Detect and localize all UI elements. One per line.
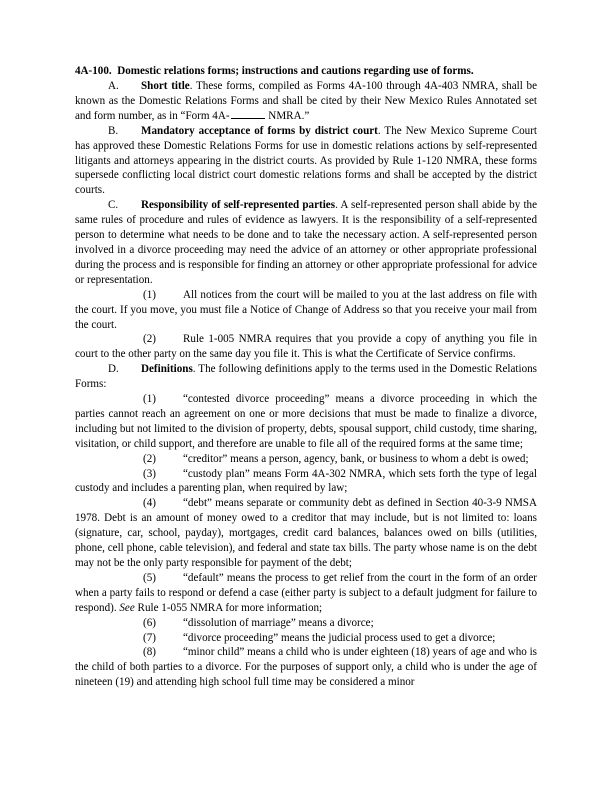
section-a-body-after-blank: NMRA.” (265, 109, 310, 122)
definition-2-number: (2) (143, 452, 156, 465)
definition-8 (75, 645, 537, 690)
definition-6-text: “dissolution of marriage” means a divorce; (183, 616, 374, 629)
page-title (75, 64, 537, 79)
definition-1-text: “contested divorce proceeding” means a divorce proceeding in which the parties cannot reach an agreement on one or more decisions that must be made to finalize a divorce, including but not limited to the division of property, debts, spousal support, child custody, time sharing, visitation, or child support, and therefore are unable to file all of the required forms at the same time; (75, 393, 537, 450)
definition-3-number: (3) (143, 467, 156, 480)
section-b (75, 124, 537, 199)
definition-7 (75, 631, 537, 646)
section-a (75, 79, 537, 124)
section-a-heading: Short title (141, 79, 190, 92)
section-b-letter: B. (108, 124, 119, 137)
section-c-body: . A self-represented person shall abide by the same rules of procedure and rules of evidence as lawyers. It is the responsibility of a self-represented person to determine what needs to be done and to take the necessary action. A self-represented person involved in a divorce proceeding may need the advice of an attorney or other appropriate professional during the process and is responsible for finding an attorney or other appropriate professional for advice or representation. (75, 199, 538, 286)
definition-1 (75, 392, 537, 452)
definition-4-number: (4) (143, 497, 156, 510)
definition-5-number: (5) (143, 571, 156, 584)
section-d-letter: D. (108, 363, 119, 376)
form-number-blank[interactable] (231, 109, 265, 119)
section-c-item-2-text: Rule 1-005 NMRA requires that you provide a copy of anything you file in court to the other party on the same day you file it. This is what the Certificate of Service confirms. (75, 333, 537, 361)
section-d-body: . The following definitions apply to the terms used in the Domestic Relations Forms: (75, 363, 537, 391)
definition-5-text-before-citation: “default” means the process to get relief from the court in the form of an order when a party fails to respond or defend a case (either party is subject to a default judgment for failure to respond). (75, 571, 537, 614)
definition-1-number: (1) (143, 393, 156, 406)
definition-8-text: “minor child” means a child who is under eighteen (18) years of age and who is the child of both parties to a divorce. For the purposes of support only, a child who is under the age of nineteen (19) and attending high school full time may be considered a minor (75, 646, 537, 689)
definition-3-text: “custody plan” means Form 4A-302 NMRA, which sets forth the type of legal custody and includes a parenting plan, when required by law; (75, 467, 537, 495)
section-d (75, 362, 537, 392)
section-c (75, 198, 537, 287)
definition-8-number: (8) (143, 646, 156, 659)
definition-7-text: “divorce proceeding” means the judicial process used to get a divorce; (183, 631, 496, 644)
section-a-letter: A. (108, 79, 119, 92)
definition-4-text: “debt” means separate or community debt as defined in Section 40-3-9 NMSA 1978. Debt is an amount of money owed to a creditor that may include, but is not limited to: loans (signature, car, school, payday), mortgages, credit card balances, balances owed on bills (utilities, phone, cell phone, cable television), and federal and state tax bills. The party whose name is on the debt may not be the only party responsible for payment of the debt; (75, 497, 537, 569)
section-a-body-before-blank: . These forms, compiled as Forms 4A-100 through 4A-403 NMRA, shall be known as the Domestic Relations Forms and shall be cited by their New Mexico Rules Annotated set and form number, as in “Form 4A- (75, 79, 537, 122)
definition-5-see-citation: See (119, 601, 135, 614)
title-number: 4A-100. (75, 65, 112, 77)
definition-6-number: (6) (143, 616, 156, 629)
section-c-heading: Responsibility of self-represented parties (141, 199, 336, 212)
definition-2-text: “creditor” means a person, agency, bank, or business to whom a debt is owed; (183, 452, 529, 465)
section-c-item-1 (75, 288, 537, 333)
section-c-item-1-number: (1) (143, 288, 156, 301)
definition-3 (75, 467, 537, 497)
definition-6 (75, 616, 537, 631)
section-c-letter: C. (108, 199, 119, 212)
definition-4 (75, 496, 537, 571)
section-c-item-2-number: (2) (143, 333, 156, 346)
definition-2 (75, 452, 537, 467)
section-b-body: . The New Mexico Supreme Court has approved these Domestic Relations Forms for use in domestic relations actions by self-represented litigants and attorneys appearing in the district courts. As provided by Rule 1-120 NMRA, these forms supersede conflicting local district court domestic relations forms and shall be accepted by the district courts. (75, 124, 537, 197)
section-b-heading: Mandatory acceptance of forms by district court (141, 124, 378, 137)
definition-5-text-after-citation: Rule 1-055 NMRA for more information; (134, 601, 323, 614)
document-body (75, 64, 537, 690)
section-c-item-1-text: All notices from the court will be mailed to you at the last address on file with the court. If you move, you must file a Notice of Change of Address so that you receive your mail from the court. (75, 288, 537, 331)
section-d-heading: Definitions (141, 363, 193, 376)
definition-7-number: (7) (143, 631, 156, 644)
section-c-item-2 (75, 332, 537, 362)
title-text: Domestic relations forms; instructions and cautions regarding use of forms. (117, 65, 474, 77)
definition-5 (75, 571, 537, 616)
